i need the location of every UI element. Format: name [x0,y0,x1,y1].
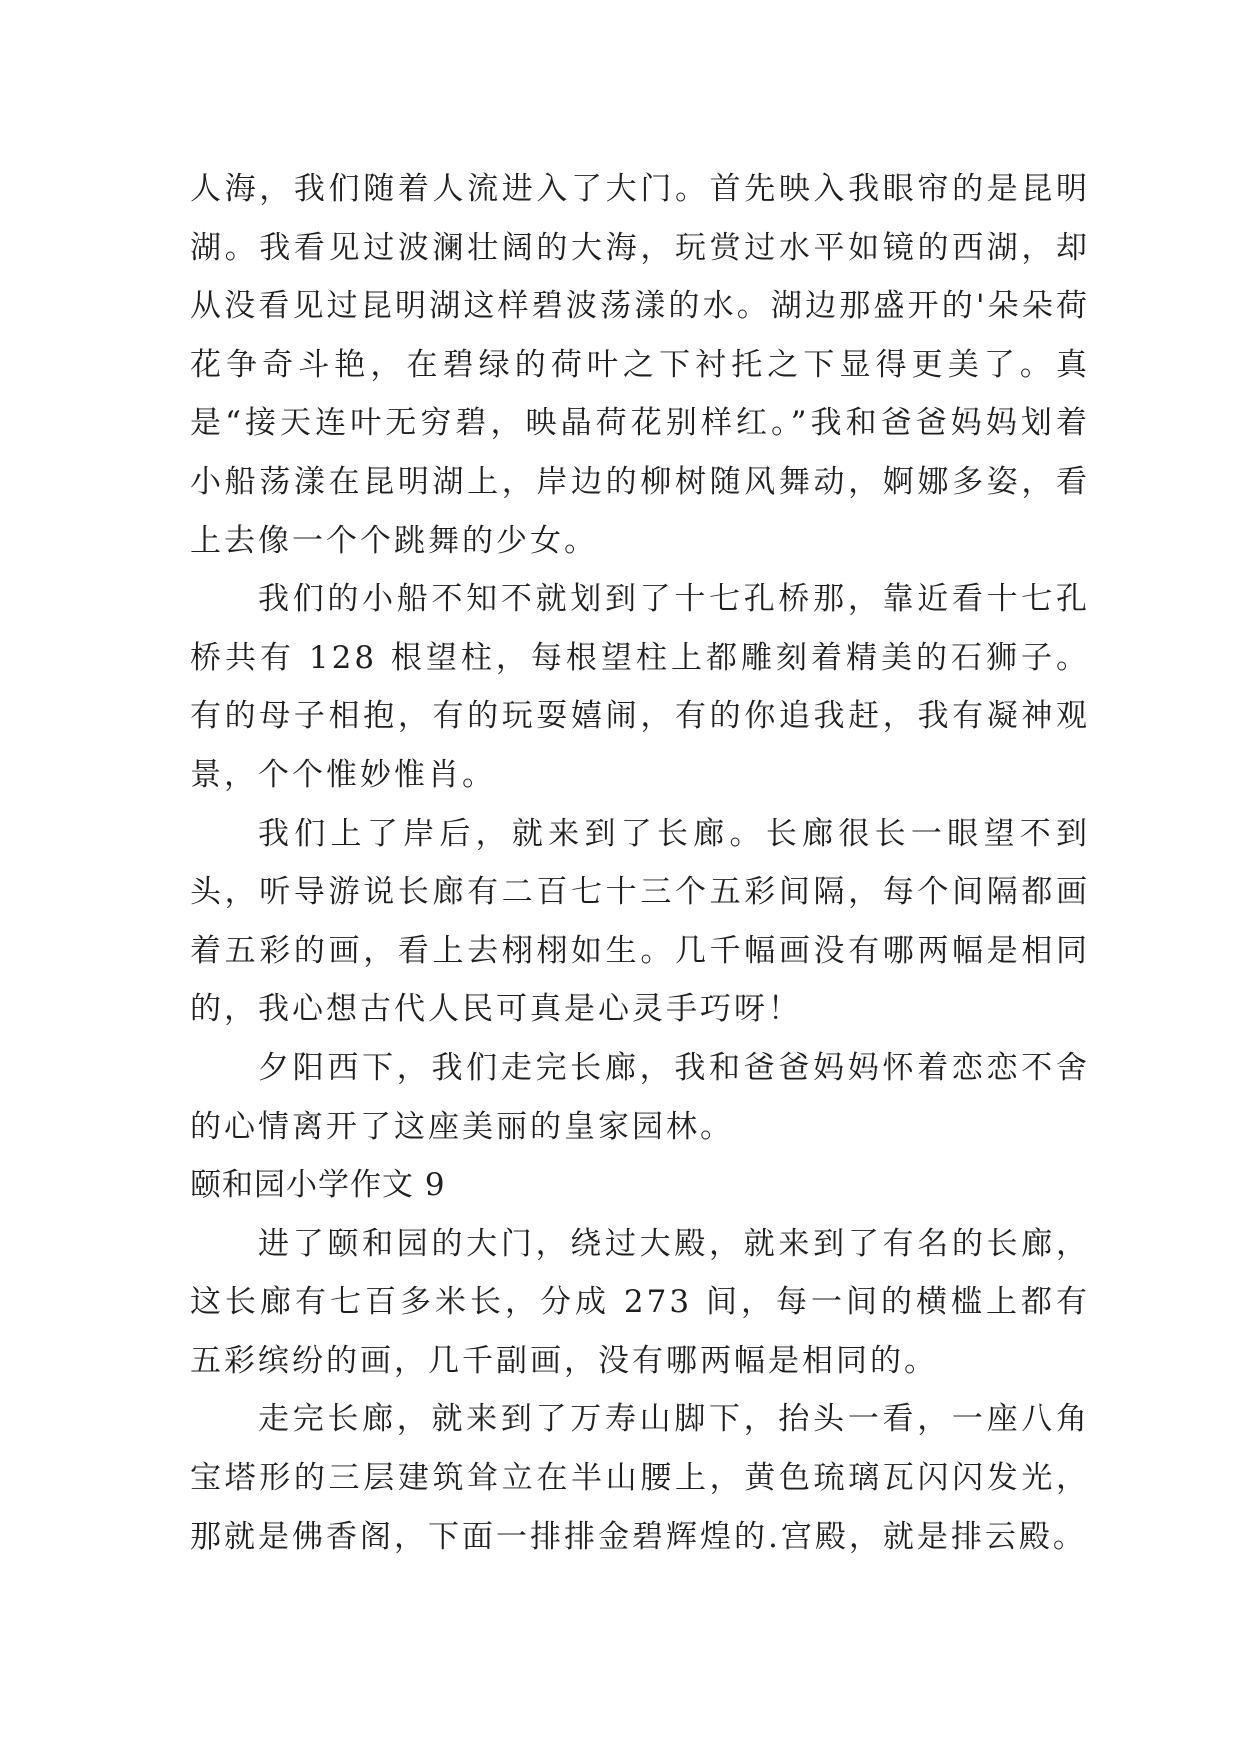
paragraph-sunset: 夕阳西下，我们走完长廊，我和爸爸妈妈怀着恋恋不舍的心情离开了这座美丽的皇家园林。 [190,1049,1090,1145]
paragraph-longevity-hill: 走完长廊，就来到了万寿山脚下，抬头一看，一座八角宝塔形的三层建筑耸立在半山腰上，黄色琉璃瓦闪闪发光，那就是佛香阁，下面一排排金碧辉煌的.宫殿，就是排云殿。 [190,1401,1090,1555]
paragraph-continuation: 人海，我们随着人流进入了大门。首先映入我眼帘的是昆明湖。我看见过波澜壮阔的大海，玩赏过水平如镜的西湖，却从没看见过昆明湖这样碧波荡漾的水。湖边那盛开的'朵朵荷花争奇斗艳，在碧绿的荷叶之下衬托之下显得更美了。真是“接天连叶无穷碧，映晶荷花别样红。”我和爸爸妈妈划着小船荡漾在昆明湖上，岸边的柳树随风舞动，婀娜多姿，看上去像一个个跳舞的少女。 [190,171,1090,559]
paragraph-seventeen-arch-bridge: 我们的小船不知不就划到了十七孔桥那，靠近看十七孔桥共有 128 根望柱，每根望柱上都雕刻着精美的石狮子。有的母子相抱，有的玩耍嬉闹，有的你追我赶，我有凝神观景，个个惟妙惟肖。 [190,581,1090,793]
paragraph-long-corridor: 我们上了岸后，就来到了长廊。长廊很长一眼望不到头，听导游说长廊有二百七十三个五彩间隔，每个间隔都画着五彩的画，看上去栩栩如生。几千幅画没有哪两幅是相同的，我心想古代人民可真是心灵手巧呀！ [190,815,1090,1028]
document-body [190,160,1090,1566]
paragraph-corridor-paintings: 进了颐和园的大门，绕过大殿，就来到了有名的长廊，这长廊有七百多米长，分成 273 间，每一间的横槛上都有五彩缤纷的画，几千副画，没有哪两幅是相同的。 [190,1225,1090,1379]
essay-heading: 颐和园小学作文 9 [190,1167,446,1204]
